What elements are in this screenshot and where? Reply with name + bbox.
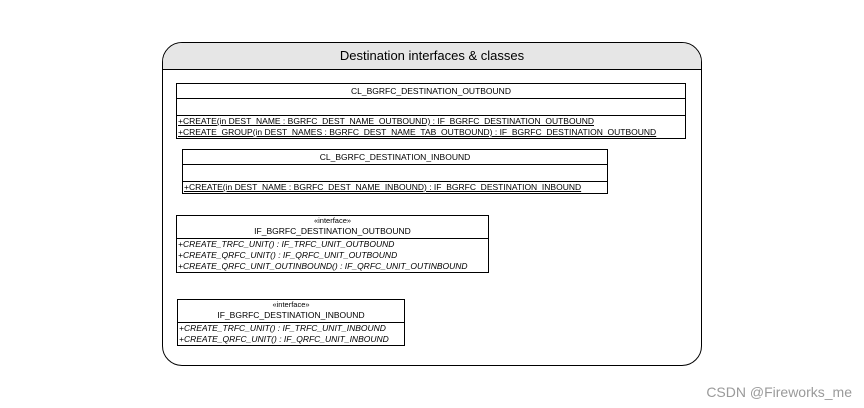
interface-operations <box>177 239 488 272</box>
operation: +CREATE_QRFC_UNIT() : IF_QRFC_UNIT_OUTBOUND <box>178 250 398 260</box>
interface-operations <box>178 323 404 345</box>
class-name: CL_BGRFC_DESTINATION_OUTBOUND <box>177 84 685 99</box>
class-attributes <box>183 165 607 182</box>
class-box-destination-outbound <box>176 83 686 139</box>
operation: +CREATE_TRFC_UNIT() : IF_TRFC_UNIT_OUTBOUND <box>178 239 395 249</box>
class-box-destination-inbound <box>182 149 608 194</box>
interface-box-destination-outbound <box>176 215 489 273</box>
operation: +CREATE(in DEST_NAME : BGRFC_DEST_NAME_OUTBOUND) : IF_BGRFC_DESTINATION_OUTBOUND <box>178 116 595 126</box>
operation: +CREATE_QRFC_UNIT_OUTINBOUND() : IF_QRFC_UNIT_OUTINBOUND <box>178 261 468 271</box>
package-title: Destination interfaces & classes <box>163 43 701 70</box>
watermark: CSDN @Fireworks_me <box>706 384 852 400</box>
interface-name: IF_BGRFC_DESTINATION_INBOUND <box>178 309 404 323</box>
operation: +CREATE(in DEST_NAME : BGRFC_DEST_NAME_INBOUND) : IF_BGRFC_DESTINATION_INBOUND <box>184 182 582 192</box>
class-operations <box>177 116 685 138</box>
operation: +CREATE_QRFC_UNIT() : IF_QRFC_UNIT_INBOUND <box>179 334 389 344</box>
class-attributes <box>177 99 685 116</box>
class-name: CL_BGRFC_DESTINATION_INBOUND <box>183 150 607 165</box>
class-operations <box>183 182 607 193</box>
interface-name: IF_BGRFC_DESTINATION_OUTBOUND <box>177 225 488 239</box>
operation: +CREATE_GROUP(in DEST_NAMES : BGRFC_DEST_NAME_TAB_OUTBOUND) : IF_BGRFC_DESTINATION_OUTBOUND <box>178 127 657 137</box>
interface-box-destination-inbound <box>177 299 405 346</box>
interface-stereotype: «interface» <box>313 216 352 225</box>
operation: +CREATE_TRFC_UNIT() : IF_TRFC_UNIT_INBOUND <box>179 323 386 333</box>
interface-stereotype: «interface» <box>272 300 310 309</box>
